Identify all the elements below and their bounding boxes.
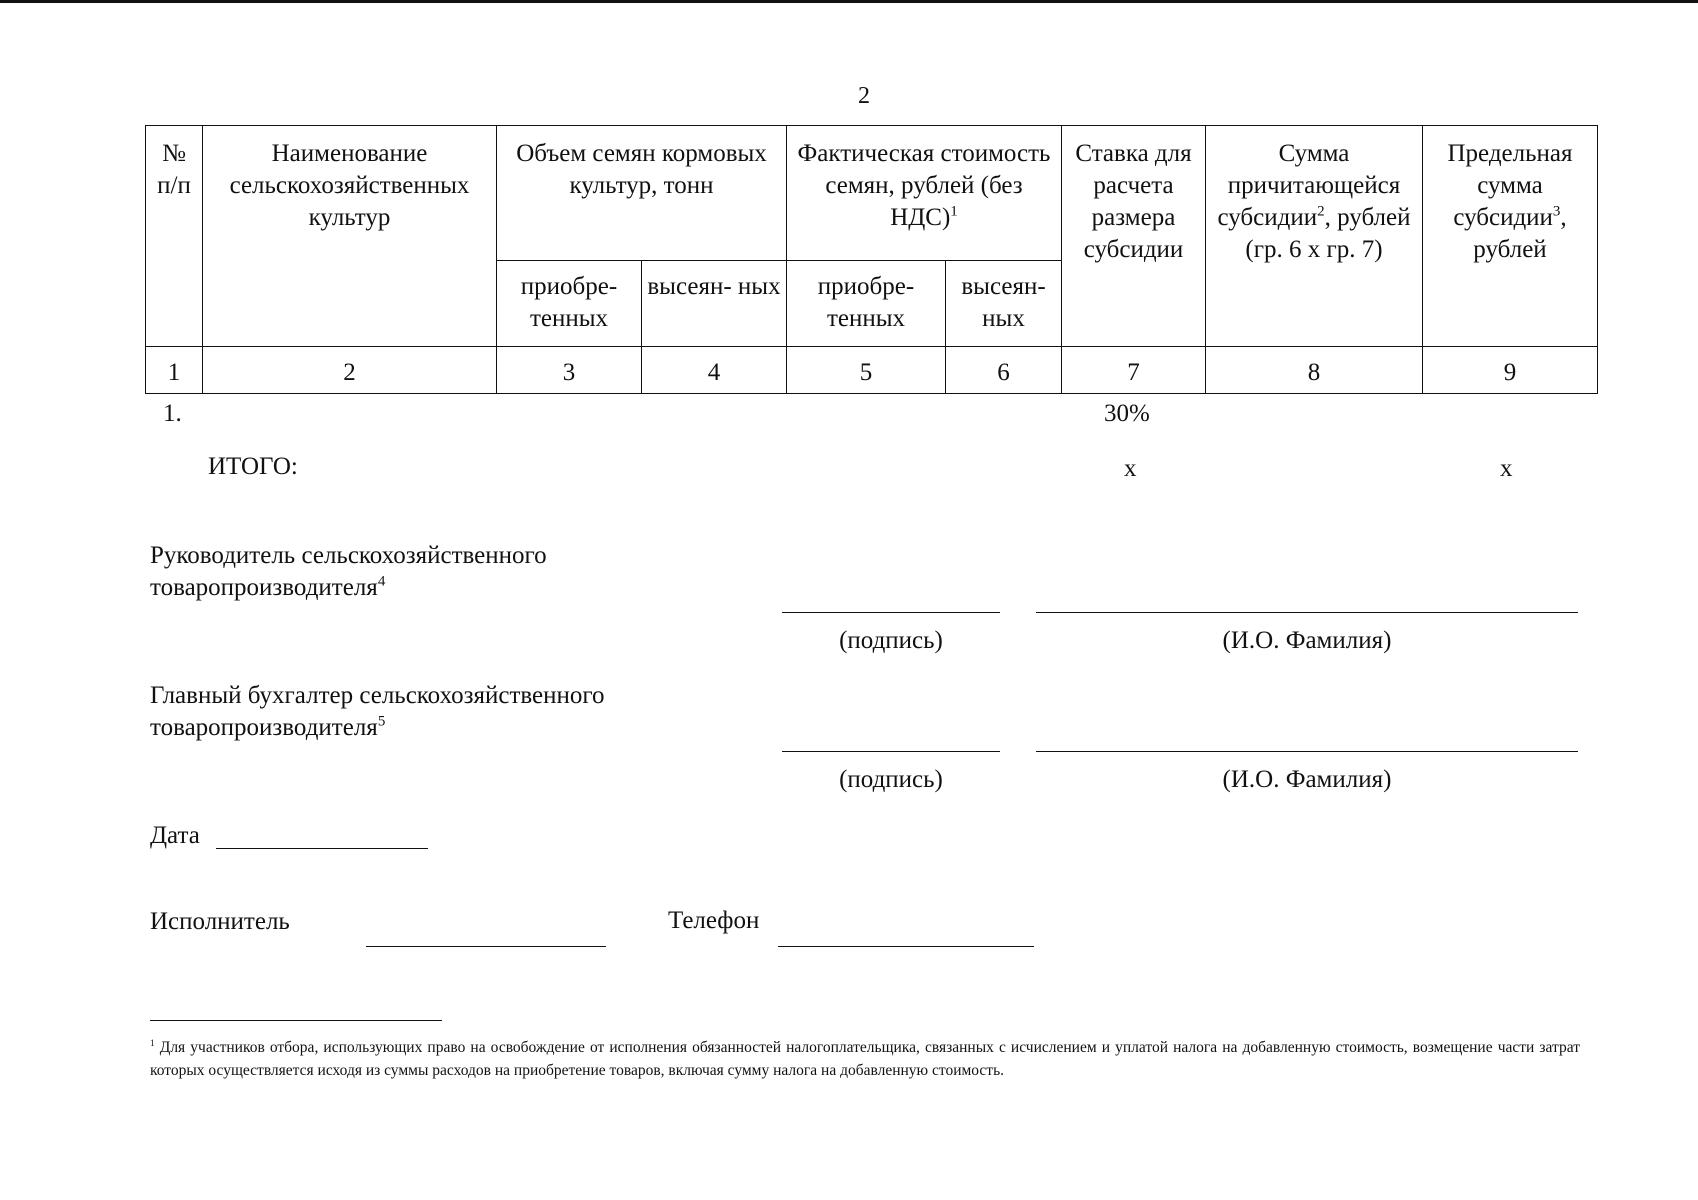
head-name-line[interactable] [1036, 612, 1578, 613]
date-line[interactable] [216, 848, 428, 849]
header-subsidy-limit-text: Предельная сумма субсидии [1447, 140, 1573, 231]
accountant-signature-line[interactable] [782, 751, 1000, 752]
head-name-caption: (И.О. Фамилия) [1222, 627, 1392, 654]
page-number: 2 [858, 83, 870, 109]
header-subsidy-limit-tail: , рублей [1473, 204, 1567, 263]
head-label-text: Руководитель сельскохозяйственного товаропроизводителя [150, 542, 547, 601]
footnote-ref-5: 5 [377, 713, 386, 730]
accountant-name-line[interactable] [1036, 751, 1578, 752]
phone-line[interactable] [778, 946, 1034, 947]
header-subsidy-sum [1206, 126, 1423, 347]
column-number: 5 [787, 347, 946, 394]
top-border-rule [0, 0, 1698, 3]
head-label [150, 540, 670, 604]
total-label: ИТОГО: [208, 453, 298, 480]
column-number: 1 [146, 347, 203, 394]
header-subsidy-limit [1423, 126, 1598, 347]
header-cost-sown: высеян- ных [946, 261, 1062, 347]
column-number: 3 [497, 347, 642, 394]
header-subsidy-sum-tail: , рублей (гр. 6 х гр. 7) [1245, 204, 1411, 263]
total-rate-cross: x [1124, 455, 1137, 482]
header-volume-sown: высеян- ных [642, 261, 787, 347]
footnote-ref-1: 1 [950, 203, 958, 220]
footnote-mark: 1 [150, 1038, 155, 1049]
executor-label: Исполнитель [150, 908, 290, 935]
accountant-label [150, 680, 710, 744]
accountant-name-caption: (И.О. Фамилия) [1222, 766, 1392, 793]
header-seed-cost [787, 126, 1062, 261]
header-cost-purchased: приобре- тенных [787, 261, 946, 347]
header-subsidy-sum-text: Сумма причитающейся субсидии [1217, 140, 1401, 231]
footnote-1 [150, 1036, 1580, 1082]
header-num: № п/п [146, 126, 203, 347]
head-signature-line[interactable] [782, 612, 1000, 613]
header-seed-volume: Объем семян кормовых культур, тонн [497, 126, 787, 261]
column-number: 7 [1062, 347, 1206, 394]
total-limit-cross: x [1500, 455, 1513, 482]
accountant-signature-caption: (подпись) [839, 766, 943, 793]
footnote-separator [150, 1020, 442, 1021]
column-number: 6 [946, 347, 1062, 394]
column-number: 2 [203, 347, 497, 394]
phone-label: Телефон [668, 907, 760, 934]
column-number: 4 [642, 347, 787, 394]
header-rate: Ставка для расчета размера субсидии [1062, 126, 1206, 347]
header-crop-name: Наименование сельскохозяйственных культур [203, 126, 497, 347]
date-label: Дата [150, 822, 200, 849]
footnote-ref-2: 2 [1317, 203, 1325, 220]
accountant-label-text: Главный бухгалтер сельскохозяйственного товаропроизводителя [150, 682, 605, 741]
row-number: 1. [163, 400, 182, 427]
header-volume-purchased: приобре- тенных [497, 261, 642, 347]
footnote-ref-3: 3 [1552, 203, 1561, 220]
executor-line[interactable] [366, 946, 606, 947]
subsidy-table [145, 125, 1598, 394]
column-number: 8 [1206, 347, 1423, 394]
footnote-text: Для участников отбора, использующих право на освобождение от исполнения обязанностей налогоплательщика, связанных с исчислением и уплатой налога на добавленную стоимость, возмещение части затрат которых осуществляется исходя из суммы расходов на приобретение товаров, включая сумму налога на добавленную стоимость. [150, 1039, 1580, 1079]
column-number: 9 [1423, 347, 1598, 394]
header-seed-cost-text: Фактическая стоимость семян, рублей (без НДС) [797, 140, 1051, 231]
footnote-ref-4: 4 [377, 573, 386, 590]
row-rate-value: 30% [1104, 400, 1150, 427]
head-signature-caption: (подпись) [839, 627, 943, 654]
